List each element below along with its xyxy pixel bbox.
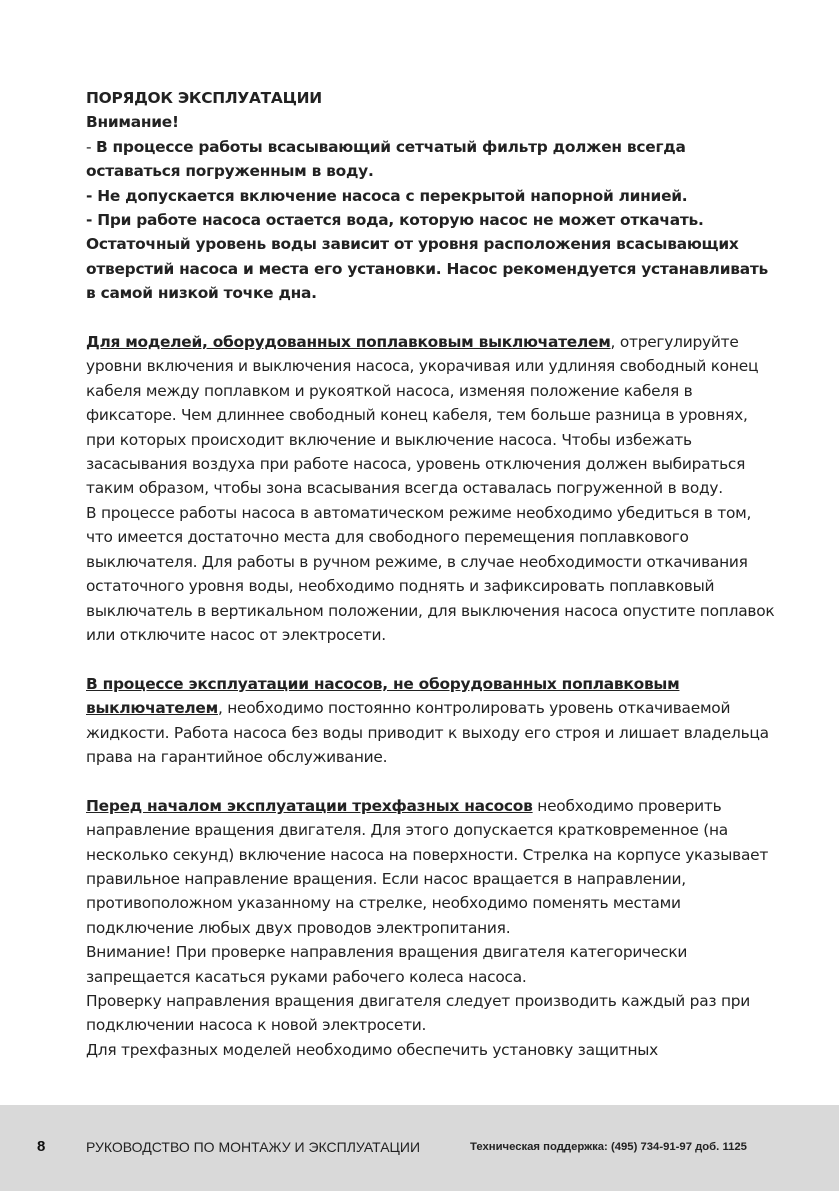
warning-dash: - — [86, 137, 96, 156]
page-number: 8 — [37, 1138, 46, 1155]
three-phase-text: необходимо проверить направление вращения двигателя. Для этого допускается кратковременное (на несколько секунд) включение насоса на поверхности. Стрелка на корпусе указывает правильное направление вращения. Если насос вращается в направлении, противоположном указанному на стрелке, необходимо поменять местами подключение любых двух проводов электропитания. — [86, 796, 769, 937]
three-phase-warning: Внимание! При проверке направления вращения двигателя категорически запрещается касаться руками рабочего колеса насоса. — [86, 943, 688, 986]
three-phase-check: Проверку направления вращения двигателя следует производить каждый раз при подключении насоса к новой электросети. — [86, 991, 751, 1035]
paragraph-gap — [86, 306, 776, 330]
warning-filter — [86, 135, 776, 184]
no-float-text: , необходимо постоянно контролировать уровень откачиваемой жидкости. Работа насоса без воды приводит к выходу его строя и лишает владельца права на гарантийное обслуживание. — [86, 699, 769, 766]
float-models-heading: Для моделей, оборудованных поплавковым выключателем — [86, 333, 611, 352]
footer-support-phone: Техническая поддержка: (495) 734-91-97 доб. 1125 — [470, 1141, 747, 1153]
warning-discharge-line: - Не допускается включение насоса с перекрытой напорной линией. — [86, 186, 688, 205]
auto-mode-paragraph: В процессе работы насоса в автоматическом режиме необходимо убедиться в том, что имеется достаточно места для свободного перемещения поплавкового выключателя. Для работы в ручном режиме, в случае необходимости откачивания остаточного уровня воды, необходимо поднять и зафиксировать поплавковый выключатель в вертикальном положении, для выключения насоса опустите поплавок или отключите насос от электросети. — [86, 503, 775, 644]
three-phase-paragraph — [86, 794, 776, 940]
warning-residual-water: - При работе насоса остается вода, которую насос не может откачать. Остаточный уровень воды зависит от уровня расположения всасывающих отверстий насоса и места его установки. Насос рекомендуется устанавливать в самой низкой точке дна. — [86, 211, 769, 303]
page-content — [86, 86, 776, 1062]
footer-doc-title: РУКОВОДСТВО ПО МОНТАЖУ И ЭКСПЛУАТАЦИИ — [86, 1139, 421, 1155]
three-phase-heading: Перед началом эксплуатации трехфазных насосов — [86, 796, 533, 815]
paragraph-gap — [86, 647, 776, 671]
attention-label: Внимание! — [86, 113, 179, 132]
paragraph-gap — [86, 769, 776, 793]
warning-filter-text: В процессе работы всасывающий сетчатый фильтр должен всегда оставаться погруженным в воду. — [86, 137, 686, 181]
three-phase-protection: Для трехфазных моделей необходимо обеспечить установку защитных — [86, 1040, 659, 1059]
float-models-paragraph — [86, 330, 776, 501]
no-float-heading: В процессе эксплуатации насосов, не оборудованных поплавковым выключателем — [86, 674, 680, 718]
float-models-text: , отрегулируйте уровни включения и выключения насоса, укорачивая или удлиняя свободный конец кабеля между поплавком и рукояткой насоса, изменяя положение кабеля в фиксаторе. Чем длиннее свободный конец кабеля, тем больше разница в уровнях, при которых происходит включение и выключение насоса. Чтобы избежать засасывания воздуха при работе насоса, уровень отключения должен выбираться таким образом, чтобы зона всасывания всегда оставалась погруженной в воду. — [86, 333, 759, 498]
section-title: ПОРЯДОК ЭКСПЛУАТАЦИИ — [86, 89, 322, 107]
no-float-paragraph — [86, 672, 776, 770]
